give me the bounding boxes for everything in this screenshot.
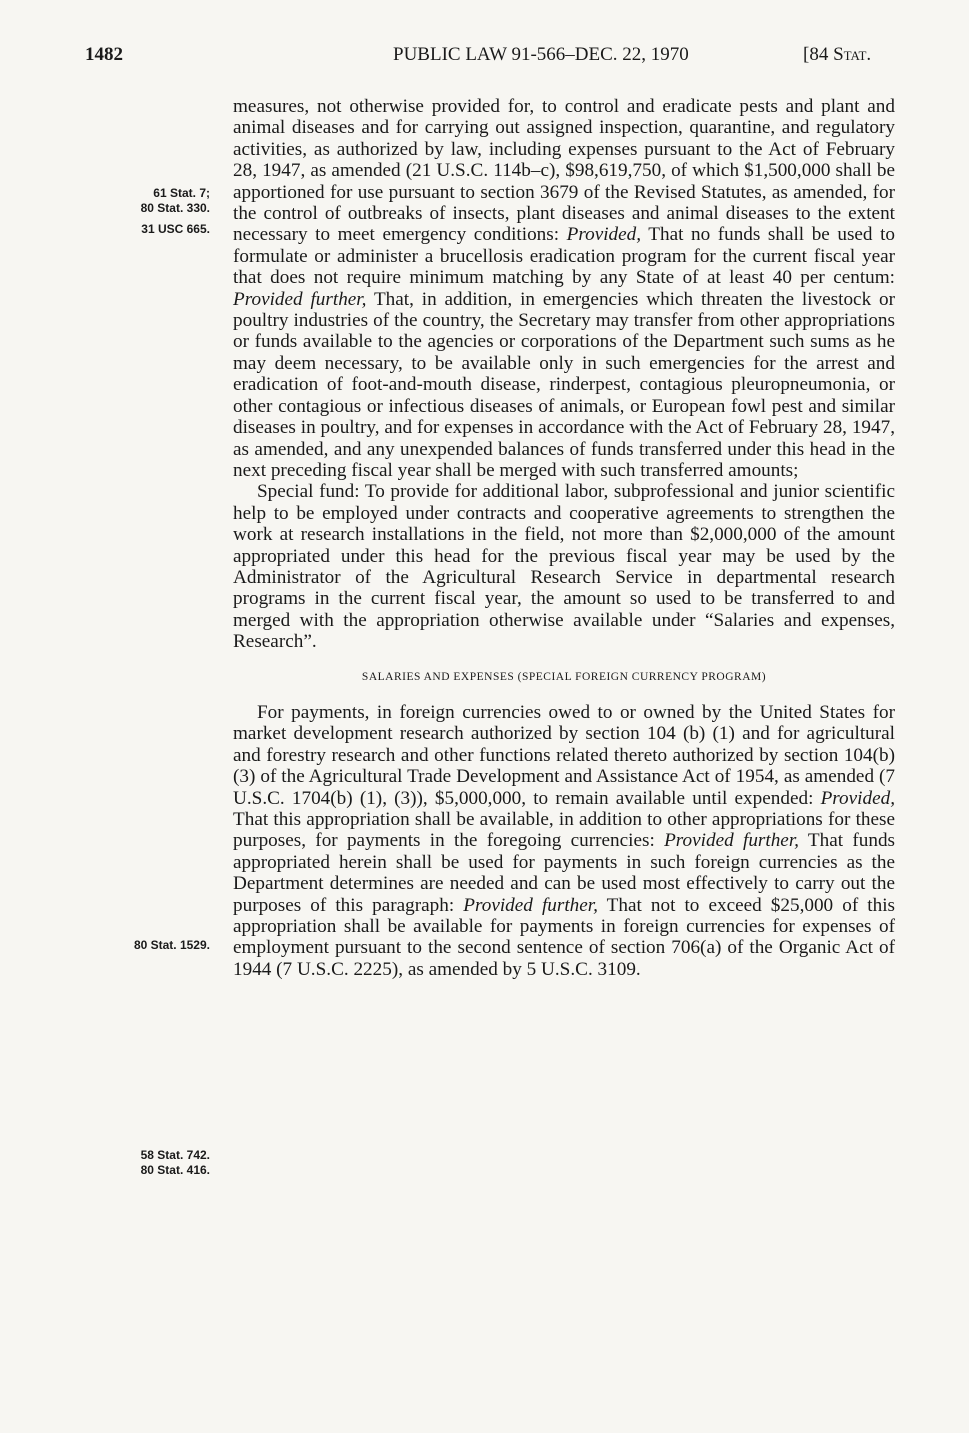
page-number: 1482 (85, 44, 123, 65)
paragraph-eradication: measures, not otherwise provided for, to control and eradicate pests and plant and animal diseases and for carrying out assigned inspection, quarantine, and regulatory activities, as authorized by law, including expenses pursuant to the Act of February 28, 1947, as amended (21 U.S.C. 114b–c), $98,619,750, of which $1,500,000 shall be apportioned for use pursuant to section 3679 of the Revised Statutes, as amended, for the control of outbreaks of insects, plant diseases and animal diseases to the extent necessary to meet emergency conditions: Provided, That no funds shall be used to formulate or administer a brucellosis eradication program for the current fiscal year that does not require minimum matching by any State of at least 40 per centum: Provided further, That, in addition, in emergencies which threaten the livestock or poultry industries of the country, the Secretary may transfer from other appropriations or funds available to the agencies or corporations of the Department such sums as he may deem necessary, to be available only in such emergencies for the arrest and eradication of foot-and-mouth disease, rinderpest, contagious pleuropneumonia, or other contagious or infectious diseases of animals, or European fowl pest and similar diseases in poultry, and for expenses in accordance with the Act of February 28, 1947, as amended, and any unexpended balances of funds transferred under this head in the next preceding fiscal year shall be merged with such transferred amounts; (233, 96, 896, 481)
margin-note: 80 Stat. 1529. (133, 938, 210, 952)
page-title: PUBLIC LAW 91-566–DEC. 22, 1970 (393, 44, 689, 65)
paragraph-foreign-currency: For payments, in foreign currencies owed to or owned by the United States for market development research authorized by section 104 (b) (1) and for agricultural and forestry research and other functions related thereto authorized by section 104(b) (3) of the Agricultural Trade Development and Assistance Act of 1954, as amended (7 U.S.C. 1704(b) (1), (3)), $5,000,000, to remain available until expended: Provided, That this appropriation shall be available, in addition to other appropriations for these purposes, for payments in the foregoing currencies: Provided further, That funds appropriated herein shall be used for payments in such foreign currencies as the Department determines are needed and can be used most effectively to carry out the purposes of this paragraph: Provided further, That not to exceed $25,000 of this appropriation shall be available for payments in foreign currencies for expenses of employment pursuant to the second sentence of section 706(a) of the Organic Act of 1944 (7 U.S.C. 2225), as amended by 5 U.S.C. 3109. (233, 701, 896, 980)
paragraph-special-fund: Special fund: To provide for additional labor, subprofessional and junior scientific help to be employed under contracts and cooperative agreements to strengthen the work at research installations in the field, not more than $2,000,000 of the amount appropriated under this head for the previous fiscal year may be used by the Administrator of the Agricultural Research Service in departmental research programs in the current fiscal year, the amount so used to be transferred to and merged with the appropriation otherwise available under “Salaries and expenses, Research”. (233, 481, 895, 653)
stat-reference: [84 Stat. (803, 44, 872, 65)
margin-note: 61 Stat. 7; (153, 186, 210, 200)
margin-note: 58 Stat. 742. (140, 1148, 210, 1162)
margin-note: 80 Stat. 330. (140, 201, 210, 215)
statute-body (233, 96, 895, 980)
section-heading: SALARIES AND EXPENSES (SPECIAL FOREIGN CURRENCY PROGRAM) (361, 670, 767, 683)
margin-note: 80 Stat. 416. (140, 1163, 210, 1177)
margin-note: 31 USC 665. (141, 222, 210, 236)
